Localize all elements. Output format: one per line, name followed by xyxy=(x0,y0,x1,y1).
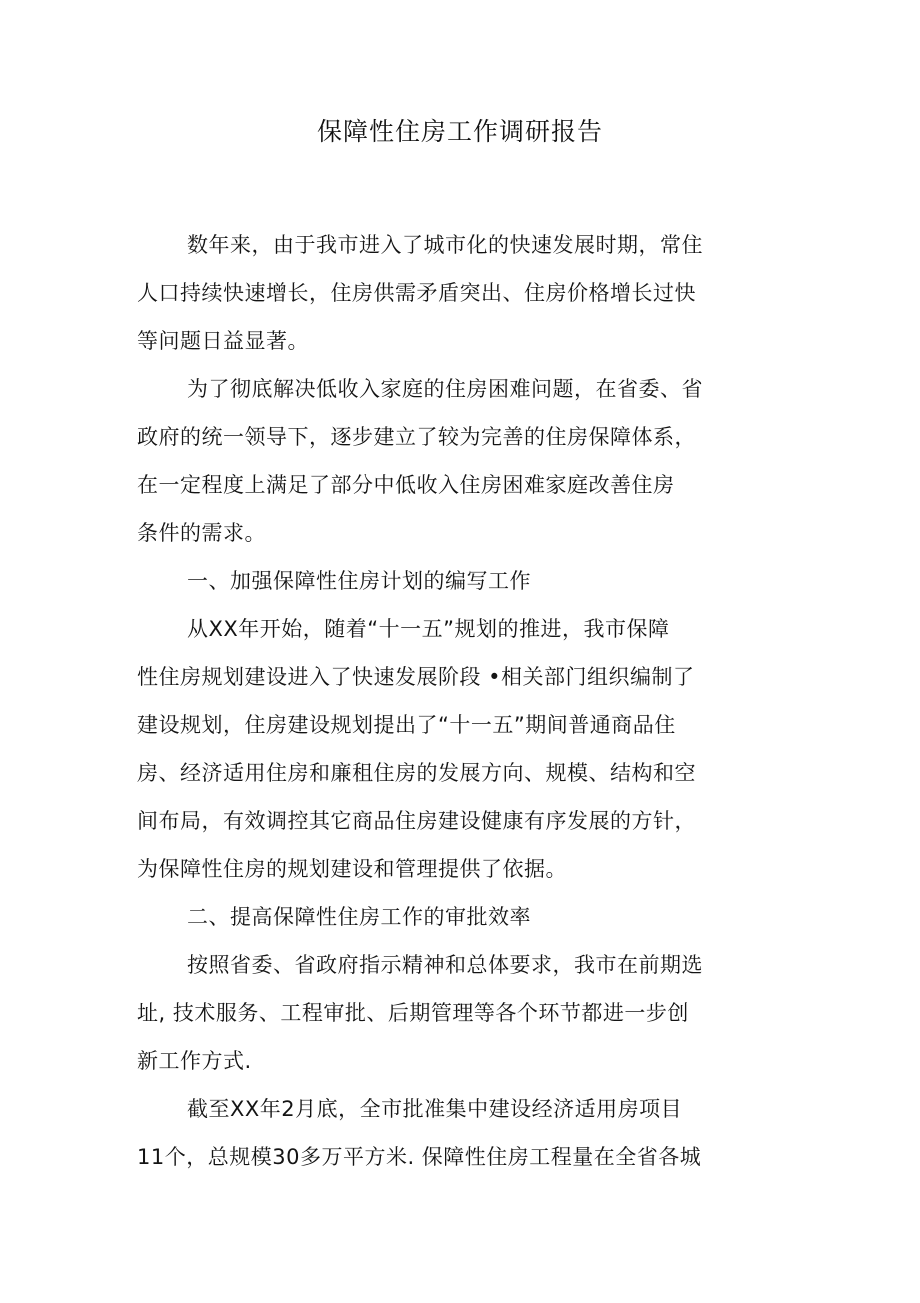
paragraph-line: 政府的统一领导下，逐步建立了较为完善的住房保障体系， xyxy=(137,425,696,449)
paragraph-line: 为了彻底解决低收入家庭的住房困难问题，在省委、省 xyxy=(187,377,703,401)
paragraph-line: 条件的需求。 xyxy=(137,521,266,545)
section-heading: 二、提高保障性住房工作的审批效率 xyxy=(187,905,531,929)
paragraph-line: 新工作方式. xyxy=(137,1049,252,1073)
paragraph-line: 数年来，由于我市进入了城市化的快速发展时期，常住 xyxy=(187,233,703,257)
paragraph-line: 建设规划，住房建设规划提出了“十一五”期间普通商品住 xyxy=(137,713,676,737)
paragraph-line: 址, 技术服务、工程审批、后期管理等各个环节都进一步创 xyxy=(137,1001,689,1025)
paragraph-line: 11个，总规模30多万平方米. 保障性住房工程量在全省各城 xyxy=(137,1145,702,1169)
paragraph-line: 等问题日益显著。 xyxy=(137,329,309,353)
paragraph-line: 从XX年开始，随着“十一五”规划的推进，我市保障 xyxy=(187,617,670,641)
paragraph-line: 性住房规划建设进入了快速发展阶段 •相关部门组织编制了 xyxy=(137,665,695,689)
paragraph-line: 在一定程度上满足了部分中低收入住房困难家庭改善住房 xyxy=(137,473,675,497)
paragraph-line: 按照省委、省政府指示精神和总体要求，我市在前期选 xyxy=(187,953,703,977)
paragraph-line: 房、经济适用住房和廉租住房的发展方向、规模、结构和空 xyxy=(137,761,696,785)
paragraph-line: 为保障性住房的规划建设和管理提供了依据。 xyxy=(137,857,567,881)
paragraph-line: 截至XX年2月底，全市批准集中建设经济适用房项目 xyxy=(187,1097,683,1121)
section-heading: 一、加强保障性住房计划的编写工作 xyxy=(187,569,531,593)
document-title: 保障性住房工作调研报告 xyxy=(316,117,603,146)
paragraph-line: 人口持续快速增长，住房供需矛盾突出、住房价格增长过快 xyxy=(137,281,696,305)
paragraph-line: 间布局，有效调控其它商品住房建设健康有序发展的方针， xyxy=(137,809,696,833)
